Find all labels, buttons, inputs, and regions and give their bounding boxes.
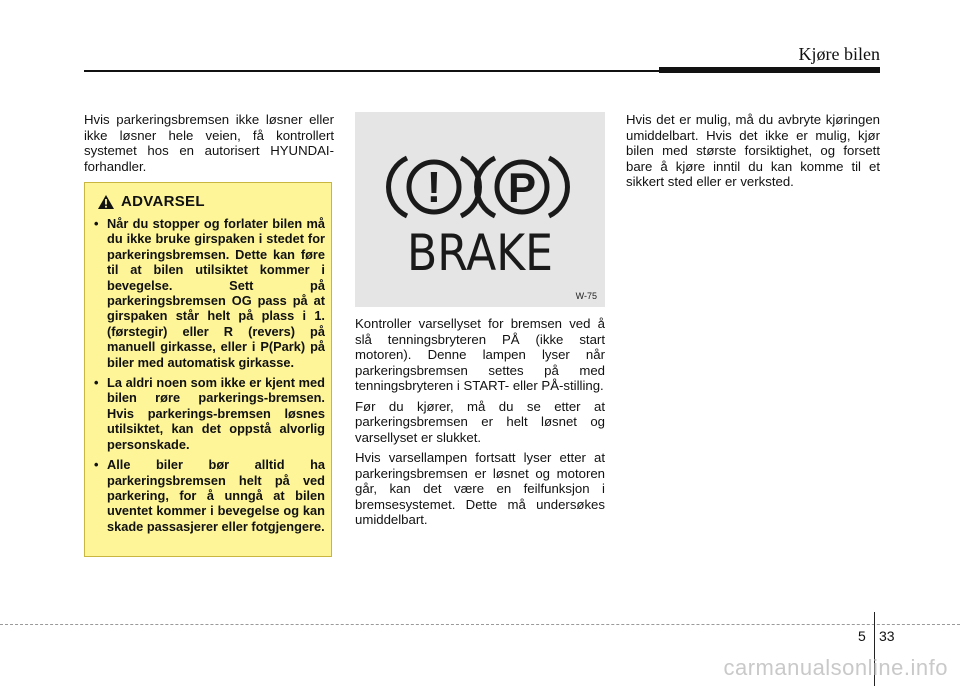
warning-triangle-icon: [97, 194, 115, 210]
watermark: carmanualsonline.info: [723, 655, 948, 680]
parking-brake-icon: [477, 158, 568, 216]
middle-column: [355, 316, 605, 533]
figure-code: W-75: [575, 291, 597, 301]
middle-paragraph: Før du kjører, må du se etter at parkeringsbremsen er helt løsnet og varsellyset er slukket.: [355, 398, 605, 445]
warning-box: [84, 182, 332, 557]
header-rule-thin: [84, 70, 659, 72]
middle-paragraph: Kontroller varsellyset for bremsen ved å slå tenningsbryteren PÅ (ikke start motoren). Denne lampen lyser når parkeringsbremsen settes på med tenningsbryteren i START- eller PÅ-stilling.: [355, 316, 605, 393]
warning-item: • Når du stopper og forlater bilen må du ikke bruke girspaken i stedet for parkeringsbremsen. Dette kan føre til at bilen utilsiktet kommer i bevegelse. Sett på parkeringsbremsen OG pass på at girspaken står helt på plass i 1. (førstegir) eller R (revers) på manuell girkasse, eller i P(Park) på biler med automatisk girkasse.: [93, 216, 325, 370]
warning-header: [97, 193, 205, 210]
warning-item: • Alle biler bør alltid ha parkeringsbremsen helt på ved parkering, for å unngå at bilen uventet kommer i bevegelse og kan skade passasjerer eller fotgjengere.: [93, 457, 325, 534]
park-glyph: P: [507, 164, 537, 211]
right-column: [626, 112, 880, 195]
left-paragraph: Hvis parkeringsbremsen ikke løsner eller ikke løsner hele veien, få kontrollert systemet hos en autorisert HYUNDAI-forhandler.: [84, 112, 334, 174]
warning-list: [93, 216, 325, 539]
middle-paragraph: Hvis varsellampen fortsatt lyser etter at parkeringsbremsen er løsnet og motoren går, kan det være en feilfunksjon i bremsesystemet. Dette må undersøkes umiddelbart.: [355, 450, 605, 527]
warning-item: • La aldri noen som ikke er kjent med bilen røre parkerings-bremsen. Hvis parkerings-bremsen løsnes utilsiktet, kan det oppstå alvorlig personskade.: [93, 375, 325, 452]
exclamation-glyph: !: [426, 163, 442, 212]
chapter-number: 5: [858, 628, 866, 644]
right-paragraph: Hvis det er mulig, må du avbryte kjøringen umiddelbart. Hvis det ikke er mulig, kjør bilen med største forsiktighet, og forsett bare å kjøre inntil du kan komme til et sikkert sted eller er verksted.: [626, 112, 880, 189]
brake-warning-figure: [355, 112, 605, 307]
page-number: 33: [879, 628, 895, 644]
left-column: [84, 112, 334, 179]
brake-exclamation-icon: [389, 158, 480, 216]
warning-title: ADVARSEL: [121, 193, 205, 210]
brake-label: BRAKE: [407, 224, 553, 282]
page-header-title: Kjøre bilen: [798, 44, 880, 64]
header-rule-thick: [659, 67, 880, 73]
footer-rule: [0, 624, 960, 625]
brake-warning-light-illustration: [355, 112, 605, 307]
